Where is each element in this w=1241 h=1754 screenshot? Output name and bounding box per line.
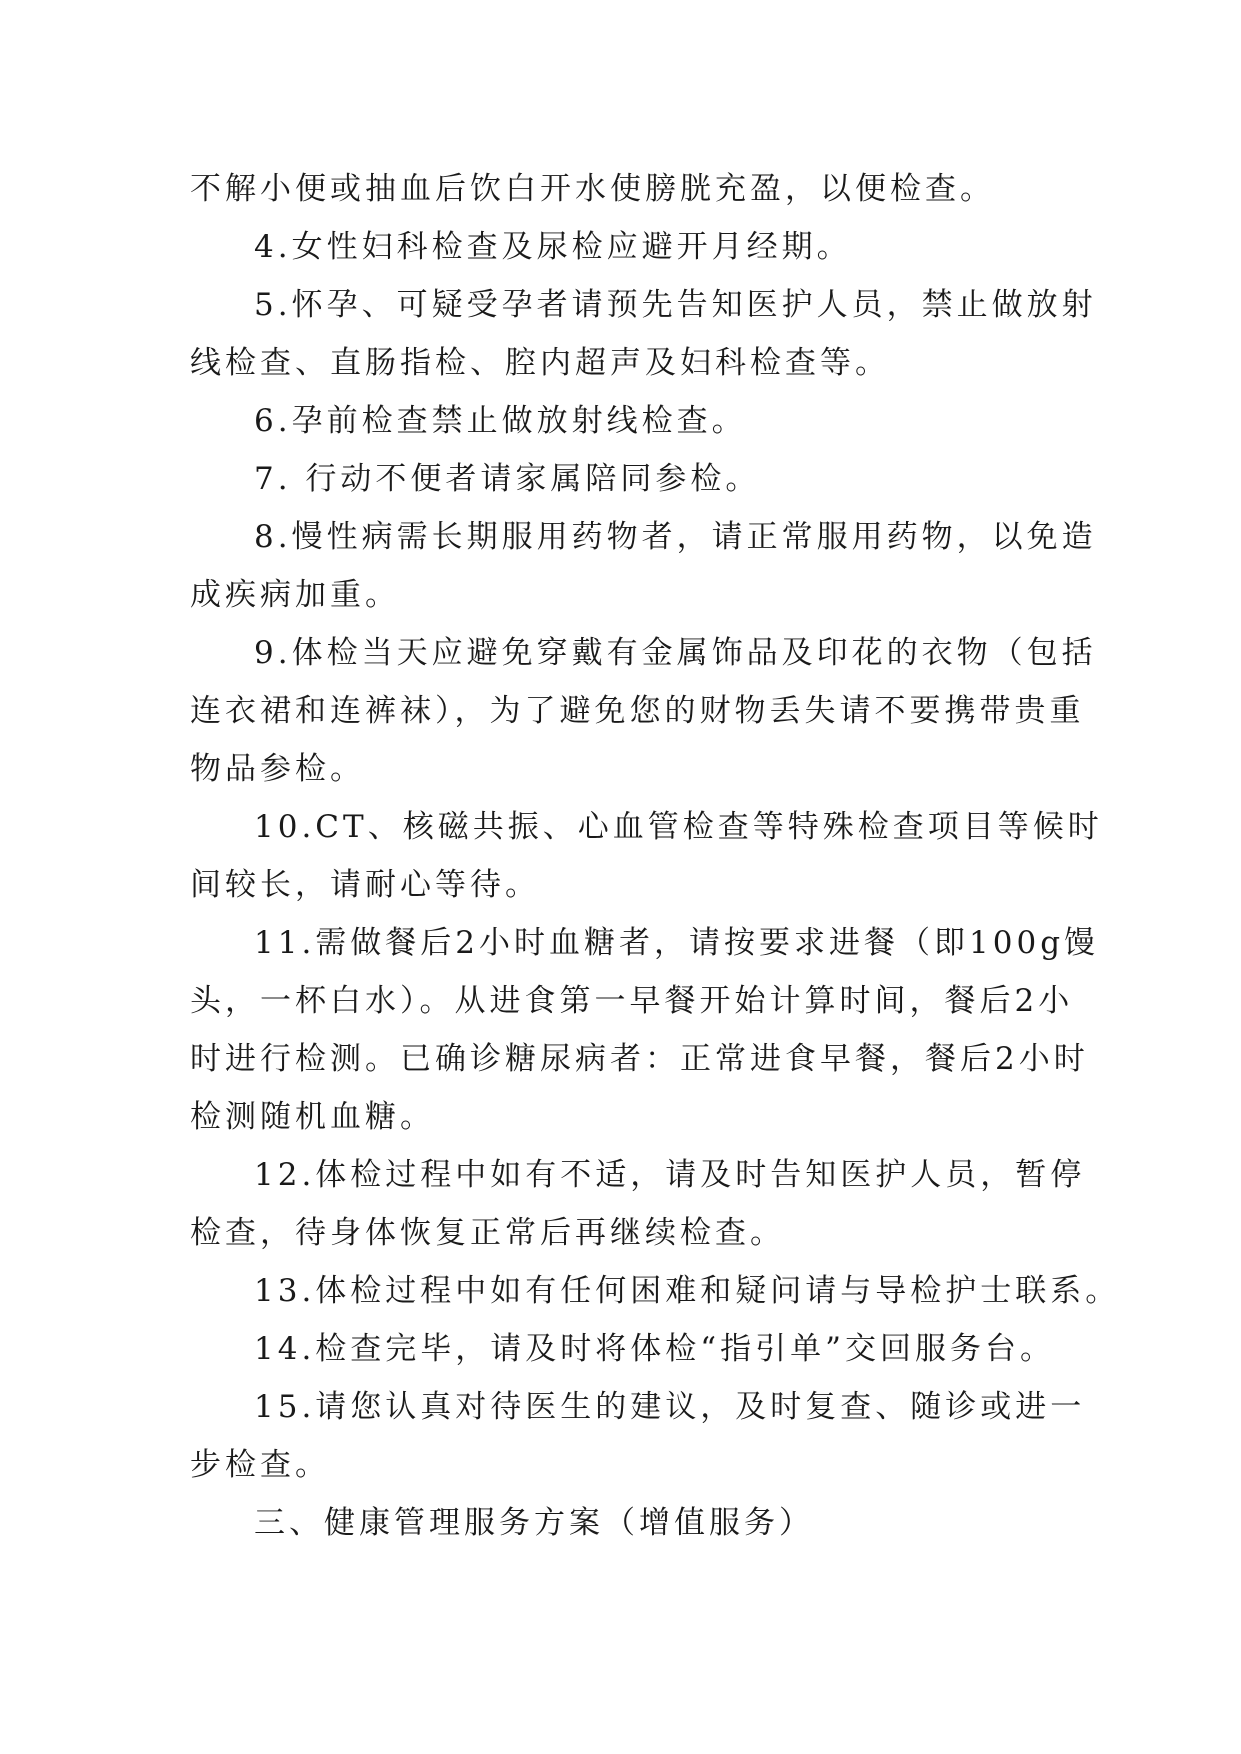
- text-line: 检测随机血糖。: [190, 1099, 435, 1135]
- text-line: 连衣裙和连裤袜），为了避免您的财物丢失请不要携带贵重: [190, 693, 1085, 729]
- text-line: 时进行检测。已确诊糖尿病者：正常进食早餐，餐后2小时: [190, 1041, 1089, 1077]
- text-line: 步检查。: [190, 1447, 330, 1483]
- list-item-12: 12.体检过程中如有不适，请及时告知医护人员，暂停: [254, 1157, 1086, 1193]
- text-line: 间较长，请耐心等待。: [190, 867, 540, 903]
- list-item-6: 6.孕前检查禁止做放射线检查。: [254, 403, 747, 439]
- list-item-9: 9.体检当天应避免穿戴有金属饰品及印花的衣物（包括: [254, 635, 1097, 671]
- list-item-10: 10.CT、核磁共振、心血管检查等特殊检查项目等候时: [254, 809, 1103, 845]
- document-body: [190, 160, 1121, 1552]
- list-item-11: 11.需做餐后2小时血糖者，请按要求进餐（即100g馒: [254, 925, 1100, 961]
- list-item-7: 7. 行动不便者请家属陪同参检。: [254, 461, 761, 497]
- text-line: 物品参检。: [190, 751, 365, 787]
- text-line: 头，一杯白水）。从进食第一早餐开始计算时间，餐后2小: [190, 983, 1074, 1019]
- text-line: 线检查、直肠指检、腔内超声及妇科检查等。: [190, 345, 890, 381]
- text-line: 检查，待身体恢复正常后再继续检查。: [190, 1215, 785, 1251]
- list-item-14: 14.检查完毕，请及时将体检“指引单”交回服务台。: [254, 1331, 1055, 1367]
- list-item-13: 13.体检过程中如有任何困难和疑问请与导检护士联系。: [254, 1273, 1121, 1309]
- list-item-15: 15.请您认真对待医生的建议，及时复查、随诊或进一: [254, 1389, 1086, 1425]
- list-item-4: 4.女性妇科检查及尿检应避开月经期。: [254, 229, 852, 265]
- text-line: 成疾病加重。: [190, 577, 400, 613]
- text-line: 不解小便或抽血后饮白开水使膀胱充盈，以便检查。: [190, 171, 995, 207]
- list-item-5: 5.怀孕、可疑受孕者请预先告知医护人员，禁止做放射: [254, 287, 1097, 323]
- section-heading: 三、健康管理服务方案（增值服务）: [254, 1505, 814, 1541]
- list-item-8: 8.慢性病需长期服用药物者，请正常服用药物，以免造: [254, 519, 1097, 555]
